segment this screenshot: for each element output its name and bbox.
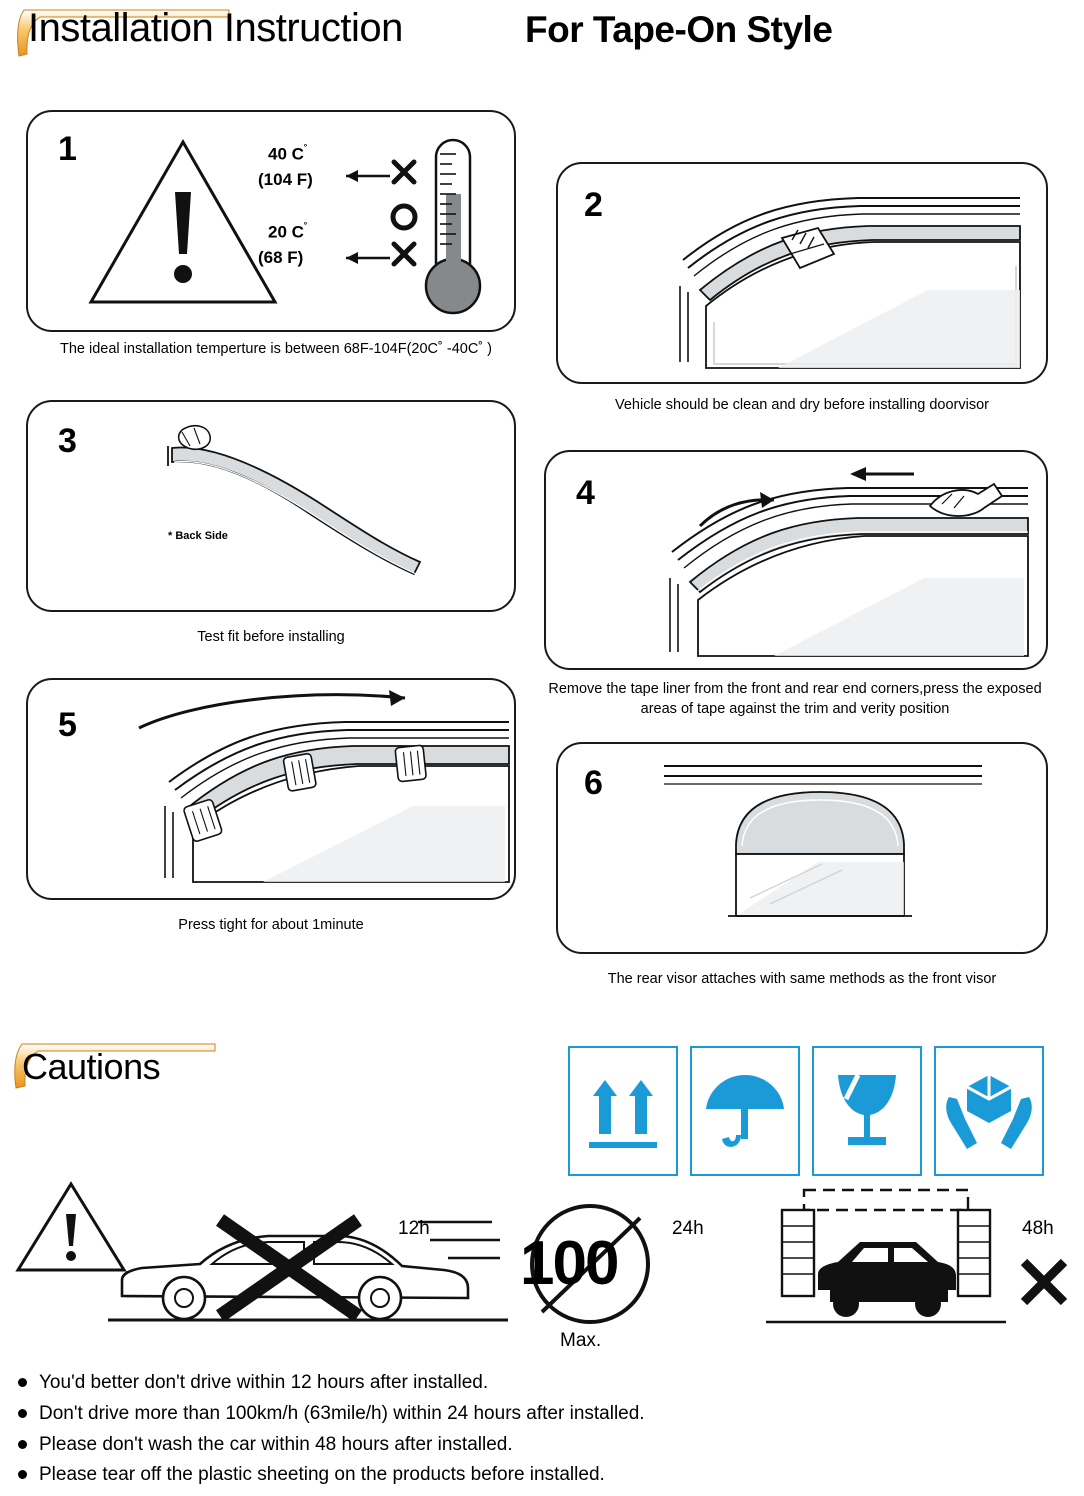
- step-caption-2: Vehicle should be clean and dry before installing doorvisor: [614, 397, 989, 413]
- temp-hot-celsius: 40 C˚: [268, 144, 308, 164]
- car-wash-icon: [760, 1186, 1012, 1338]
- step-number-3: 3: [58, 422, 77, 460]
- thermometer-diagram: [328, 134, 513, 319]
- step-number-1: 1: [58, 130, 77, 168]
- step-caption-5: Press tight for about 1minute: [178, 917, 364, 933]
- no-wash-x-icon: [1018, 1256, 1070, 1308]
- tape-liner-removal-illustration: [624, 466, 1034, 661]
- bullet-dot-icon: [18, 1470, 27, 1479]
- step-panel-5: [26, 678, 516, 900]
- cautions-title: Cautions: [22, 1046, 161, 1087]
- no-wash-hours-label: 48h: [1022, 1218, 1054, 1239]
- bullet-text: Don't drive more than 100km/h (63mile/h) within 24 hours after installed.: [39, 1402, 645, 1424]
- temp-cold-fahrenheit: (68 F): [258, 248, 304, 267]
- list-item: [18, 1368, 1068, 1399]
- speed-max-label: Max.: [560, 1330, 602, 1351]
- step-panel-4: [544, 450, 1048, 670]
- press-visor-illustration: [123, 686, 523, 886]
- step-caption-1: The ideal installation temperture is between 68F-104F(20C˚ -40C˚ ): [60, 341, 492, 357]
- step-number-2: 2: [584, 186, 603, 224]
- car-window-clean-illustration: [628, 182, 1028, 372]
- speed-hours-label: 24h: [672, 1218, 704, 1239]
- cautions-pictogram-row: [0, 1170, 1084, 1360]
- step-panel-2: [556, 162, 1048, 384]
- bullet-dot-icon: [18, 1409, 27, 1418]
- bullet-text: You'd better don't drive within 12 hours after installed.: [39, 1372, 489, 1393]
- handle-with-care-icon: [934, 1046, 1044, 1176]
- bullet-dot-icon: [18, 1440, 27, 1449]
- fragile-glass-icon: [812, 1046, 922, 1176]
- step-caption-3: Test fit before installing: [197, 629, 345, 645]
- keep-dry-umbrella-icon: [690, 1046, 800, 1176]
- step-caption-4: Remove the tape liner from the front and rear end corners,press the exposed areas of tape against the trim and verity position: [548, 681, 1042, 717]
- bullet-text: Please tear off the plastic sheeting on the products before installed.: [39, 1464, 605, 1486]
- visor-backside-illustration: [138, 422, 438, 582]
- shipping-icons-group: [568, 1046, 1048, 1176]
- page-title-secondary: For Tape-On Style: [525, 9, 833, 50]
- step-panel-6: [556, 742, 1048, 954]
- temp-hot-fahrenheit: (104 F): [258, 170, 313, 189]
- temp-cold-celsius: 20 C˚: [268, 222, 308, 242]
- rear-visor-illustration: [658, 758, 988, 936]
- cautions-bullet-list: [18, 1368, 1068, 1491]
- list-item: [18, 1460, 1068, 1491]
- list-item: [18, 1430, 1068, 1461]
- back-side-label: * Back Side: [168, 530, 228, 542]
- bullet-dot-icon: [18, 1378, 27, 1387]
- step-caption-6: The rear visor attaches with same methods as the front visor: [607, 971, 997, 987]
- page-header: [0, 0, 1084, 72]
- page-title-primary: Installation Instruction: [28, 6, 403, 50]
- step-number-5: 5: [58, 706, 77, 744]
- step-number-4: 4: [576, 474, 595, 512]
- speed-value-label: 100: [520, 1229, 618, 1298]
- step-panel-1: [26, 110, 516, 332]
- warning-triangle-icon: [83, 134, 283, 314]
- step-number-6: 6: [584, 764, 603, 802]
- step-panel-3: [26, 400, 516, 612]
- no-drive-car-icon: [108, 1194, 508, 1340]
- bullet-text: Please don't wash the car within 48 hours after installed.: [39, 1433, 513, 1455]
- list-item: [18, 1399, 1068, 1430]
- no-drive-hours-label: 12h: [398, 1218, 430, 1239]
- this-side-up-icon: [568, 1046, 678, 1176]
